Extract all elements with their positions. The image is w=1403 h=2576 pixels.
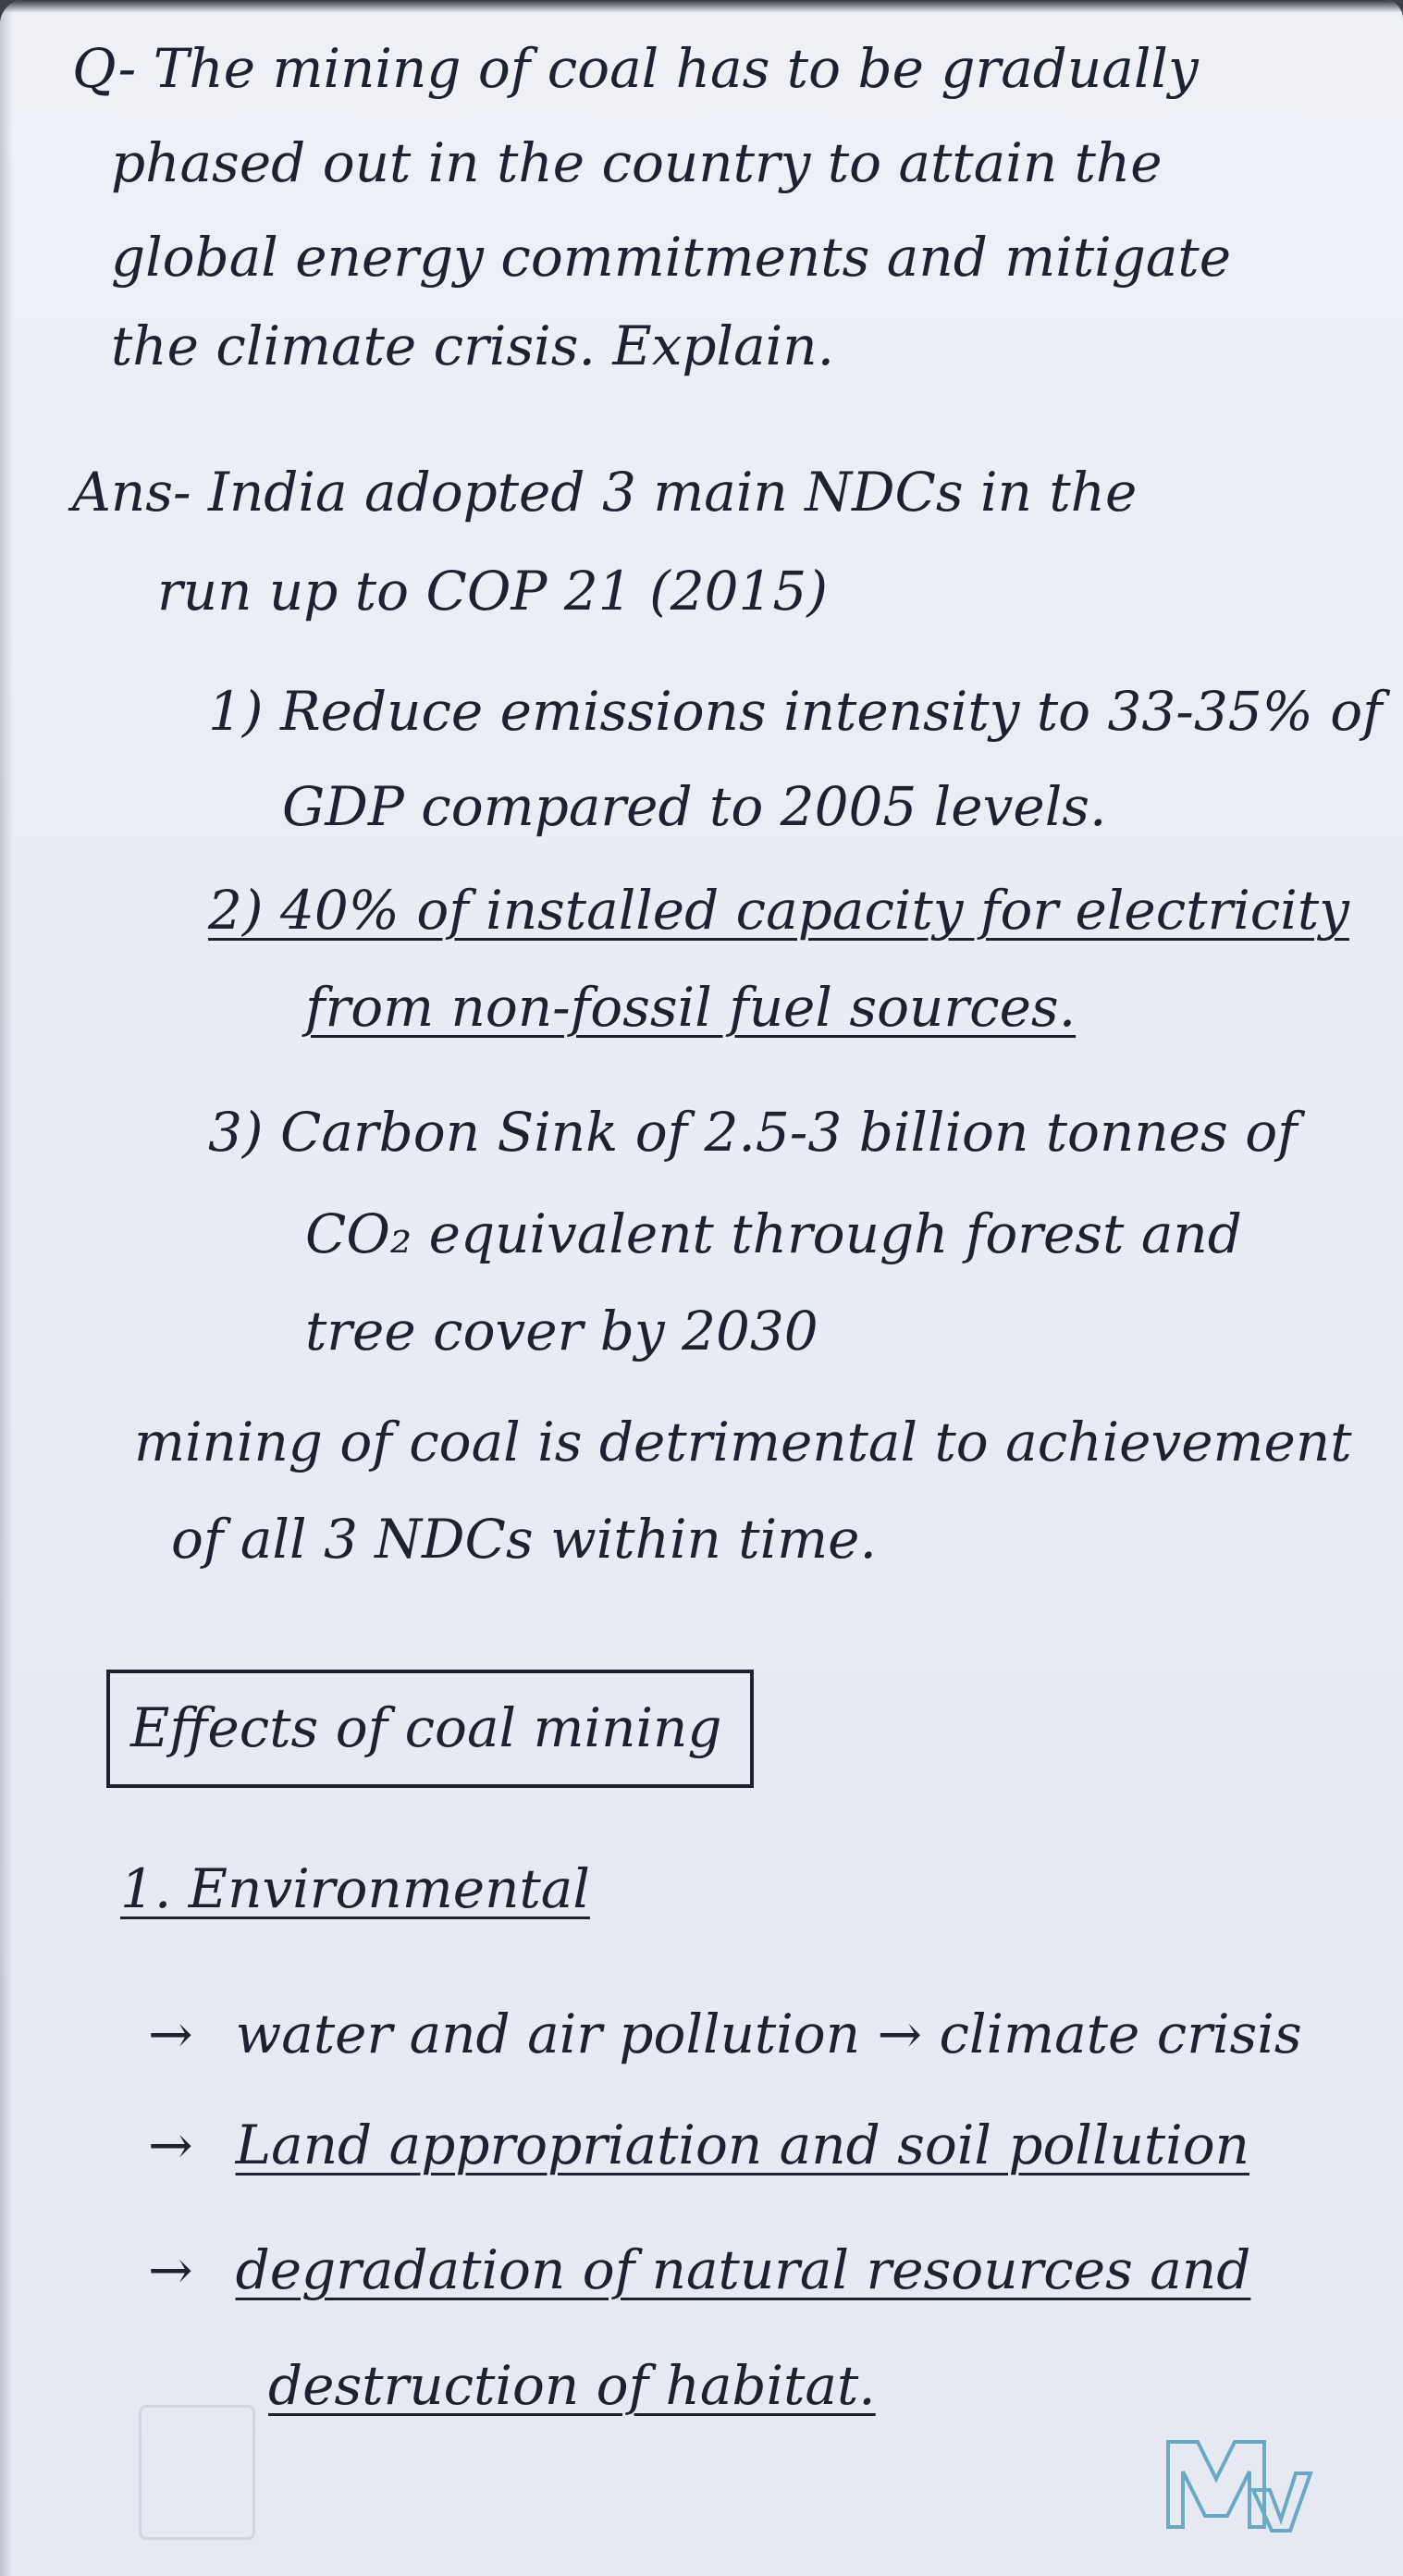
effect-point-3-text: degradation of natural resources and <box>235 2238 1251 2301</box>
page-left-shadow <box>0 0 13 2576</box>
effect-point-1-text: water and air pollution → climate crisis <box>235 2003 1302 2065</box>
conclusion-line-1: mining of coal is detrimental to achievement <box>134 1411 1352 1473</box>
ndc-1-line-2: GDP compared to 2005 levels. <box>282 775 1107 838</box>
page-top-shadow <box>0 0 1403 13</box>
answer-intro-line-2: run up to COP 21 (2015) <box>157 560 828 622</box>
faint-stamp-mark <box>139 2405 255 2540</box>
ndc-3-line-2: CO₂ equivalent through forest and <box>305 1202 1242 1265</box>
question-line-3: global energy commitments and mitigate <box>111 226 1232 289</box>
ndc-2-line-2: from non-fossil fuel sources. <box>305 976 1077 1039</box>
effect-point-1 <box>148 2003 1302 2067</box>
arrow-icon: → <box>148 2114 193 2176</box>
answer-intro-line-1: Ans- India adopted 3 main NDCs in the <box>72 461 1138 524</box>
ndc-1-line-1: 1) Reduce emissions intensity to 33-35% of <box>208 680 1383 743</box>
question-line-1: Q- The mining of coal has to be gradually <box>72 37 1199 100</box>
arrow-icon: → <box>148 2003 193 2065</box>
ndc-3-line-3: tree cover by 2030 <box>305 1300 818 1362</box>
mtv-logo-icon <box>1161 2434 1318 2536</box>
ndc-2-line-1: 2) 40% of installed capacity for electricity <box>208 879 1349 942</box>
effect-point-3-continued: destruction of habitat. <box>268 2354 876 2417</box>
section-heading: Effects of coal mining <box>130 1696 722 1760</box>
effect-point-2 <box>148 2114 1249 2178</box>
ndc-3-line-1: 3) Carbon Sink of 2.5-3 billion tonnes of <box>208 1101 1298 1164</box>
arrow-icon: → <box>148 2238 193 2301</box>
question-line-4: the climate crisis. Explain. <box>111 314 835 377</box>
conclusion-line-2: of all 3 NDCs within time. <box>171 1508 877 1571</box>
question-line-2: phased out in the country to attain the <box>111 131 1163 194</box>
effect-point-2-text: Land appropriation and soil pollution <box>235 2114 1250 2176</box>
section-heading-box <box>106 1670 754 1788</box>
section-subheading: 1. Environmental <box>120 1857 590 1920</box>
effect-point-3 <box>148 2238 1250 2303</box>
